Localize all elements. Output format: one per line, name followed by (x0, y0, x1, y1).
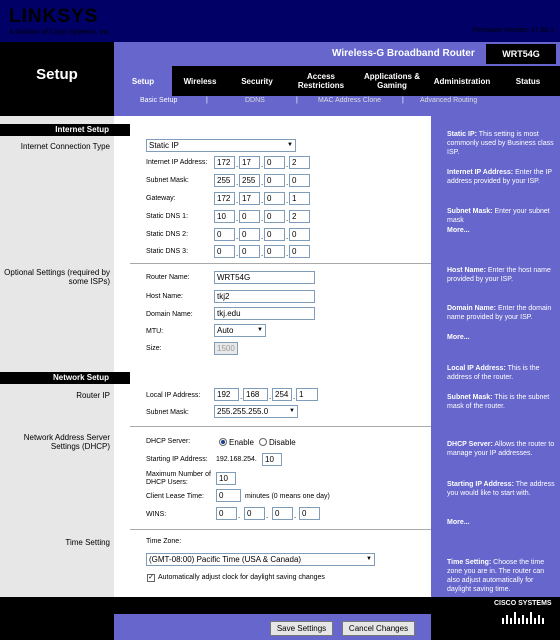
router-subnet-mask-select[interactable] (214, 405, 298, 418)
mtu-size-input: 1500 (214, 342, 238, 355)
connection-type-select[interactable] (146, 139, 296, 152)
dhcp-enable-label: Enable (229, 438, 254, 447)
dns1-octet-4[interactable]: 2 (289, 210, 310, 223)
gateway-octet-2[interactable]: 17 (239, 192, 260, 205)
dns2-octet-3[interactable]: 0 (264, 228, 285, 241)
tab-status[interactable]: Status (515, 76, 541, 86)
subnet-mask-octet-2[interactable]: 255 (239, 174, 260, 187)
connection-type-value: Static IP (149, 141, 179, 150)
help-title: DHCP Server: (447, 441, 493, 448)
time-zone-select[interactable] (146, 553, 375, 566)
dot-separator: . (236, 196, 239, 205)
section-internet-setup: Internet Setup (0, 124, 114, 136)
help-text: Allows the router to manage your IP addresses. (447, 441, 555, 457)
dot-separator: . (261, 232, 264, 241)
wins-octet-3[interactable]: 0 (272, 507, 293, 520)
label-time-setting: Time Setting (65, 538, 110, 547)
help-time-setting (447, 558, 555, 594)
wins-octet-4[interactable]: 0 (299, 507, 320, 520)
dot-separator: . (236, 160, 239, 169)
dot-separator: . (261, 249, 264, 258)
tab-security[interactable]: Security (241, 76, 273, 86)
subnet-mask-octet-3[interactable]: 0 (264, 174, 285, 187)
label-lease-time: Client Lease Time: (146, 493, 204, 500)
local-ip-octet-1[interactable]: 192 (214, 388, 239, 401)
cancel-changes-button[interactable]: Cancel Changes (342, 621, 415, 636)
help-subnet-mask (447, 207, 555, 225)
tab-setup[interactable]: Setup (114, 66, 172, 96)
dns2-octet-1[interactable]: 0 (214, 228, 235, 241)
save-settings-button[interactable]: Save Settings (270, 621, 333, 636)
dns1-octet-3[interactable]: 0 (264, 210, 285, 223)
divider (130, 529, 431, 530)
linksys-logo: LINKSYS (9, 6, 99, 27)
cisco-logo-icon (500, 610, 550, 624)
help-text: Enter the IP address provided by your ISP. (447, 169, 552, 185)
label-static-dns-2: Static DNS 2: (146, 231, 189, 238)
dns3-octet-2[interactable]: 0 (239, 245, 260, 258)
dot-separator: . (269, 392, 272, 401)
label-local-ip: Local IP Address: (146, 392, 201, 399)
help-local-ip (447, 364, 555, 382)
label-max-users-1: Maximum Number of (146, 471, 211, 478)
subtab-mac-clone[interactable]: MAC Address Clone (318, 97, 382, 104)
help-title: Subnet Mask: (447, 394, 493, 401)
help-title: Subnet Mask: (447, 208, 493, 215)
help-title: Starting IP Address: (447, 481, 514, 488)
dot-separator: . (240, 392, 243, 401)
help-starting-ip (447, 480, 555, 498)
help-more-link[interactable]: More... (447, 334, 470, 341)
help-static-ip (447, 130, 555, 157)
product-name: Wireless-G Broadband Router (332, 48, 475, 59)
time-zone-value: (GMT-08:00) Pacific Time (USA & Canada) (149, 555, 302, 564)
help-more-link[interactable]: More... (447, 519, 470, 526)
local-ip-octet-4[interactable]: 1 (296, 388, 318, 401)
subtab-separator: | (402, 97, 404, 104)
label-router-subnet-mask: Subnet Mask: (146, 409, 189, 416)
cisco-systems-logo-text: CISCO SYSTEMS (494, 600, 552, 607)
dns2-octet-4[interactable]: 0 (289, 228, 310, 241)
label-max-users-2: DHCP Users: (146, 479, 188, 486)
dot-separator: . (236, 232, 239, 241)
help-text: The address you would like to start with. (447, 481, 555, 497)
tab-access-restrictions[interactable]: Access Restrictions (297, 72, 345, 90)
dot-separator: . (286, 178, 289, 187)
help-title: Host Name: (447, 267, 486, 274)
label-wins: WINS: (146, 511, 167, 518)
lease-time-input[interactable]: 0 (216, 489, 241, 502)
dot-separator: . (286, 232, 289, 241)
subtab-separator: | (296, 97, 298, 104)
section-header-extension (114, 124, 130, 136)
dot-separator: . (261, 160, 264, 169)
router-name-input[interactable]: WRT54G (214, 271, 315, 284)
help-text: Choose the time zone you are in. The router can also adjust automatically for daylight saving time. (447, 559, 545, 593)
chevron-down-icon: ▼ (366, 556, 372, 562)
label-static-dns-3: Static DNS 3: (146, 248, 189, 255)
local-ip-octet-2[interactable]: 168 (243, 388, 268, 401)
bottom-left-panel (0, 614, 114, 640)
internet-ip-octet-2[interactable]: 17 (239, 156, 260, 169)
help-title: Internet IP Address: (447, 169, 514, 176)
wins-octet-1[interactable]: 0 (216, 507, 237, 520)
label-static-dns-1: Static DNS 1: (146, 213, 189, 220)
internet-ip-octet-4[interactable]: 2 (289, 156, 310, 169)
label-domain-name: Domain Name: (146, 311, 193, 318)
dst-checkbox[interactable]: ✓ (148, 574, 154, 581)
dot-separator: . (236, 214, 239, 223)
dot-separator: . (286, 214, 289, 223)
dns3-octet-4[interactable]: 0 (289, 245, 310, 258)
label-subnet-mask: Subnet Mask: (146, 177, 189, 184)
label-dhcp-settings: Network Address Server Settings (DHCP) (23, 433, 110, 451)
help-text: This setting is most commonly used by Business class ISP. (447, 131, 554, 156)
dot-separator: . (261, 178, 264, 187)
label-gateway: Gateway: (146, 195, 176, 202)
help-text: Enter the domain name provided by your ISP. (447, 305, 552, 321)
help-more-link[interactable]: More... (447, 227, 470, 234)
router-subnet-mask-value: 255.255.255.0 (217, 407, 269, 416)
section-network-setup: Network Setup (0, 372, 114, 384)
logo-subtitle: A Division of Cisco Systems, Inc. (9, 29, 111, 36)
label-optional-settings: Optional Settings (required by some ISPs) (4, 268, 110, 286)
divider (130, 263, 431, 264)
help-title: Local IP Address: (447, 365, 506, 372)
dot-separator: . (236, 249, 239, 258)
dst-label: Automatically adjust clock for daylight saving changes (158, 574, 325, 581)
starting-ip-input[interactable]: 10 (262, 453, 282, 466)
mtu-select[interactable] (214, 324, 266, 337)
tab-administration[interactable]: Administration (433, 76, 491, 86)
gateway-octet-3[interactable]: 0 (264, 192, 285, 205)
domain-name-input[interactable]: tkj.edu (214, 307, 315, 320)
dot-separator: . (286, 160, 289, 169)
model-number: WRT54G (502, 49, 540, 59)
section-header-extension (114, 372, 130, 384)
local-ip-octet-3[interactable]: 254 (272, 388, 292, 401)
dot-separator: . (261, 196, 264, 205)
dns1-octet-2[interactable]: 0 (239, 210, 260, 223)
label-host-name: Host Name: (146, 293, 183, 300)
label-router-name: Router Name: (146, 274, 190, 281)
tab-wireless[interactable]: Wireless (183, 76, 217, 86)
host-name-input[interactable]: tkj2 (214, 290, 315, 303)
dhcp-enable-radio[interactable] (219, 438, 227, 446)
starting-ip-prefix: 192.168.254. (216, 456, 257, 463)
page-title: Setup (36, 66, 78, 83)
help-text: This is the subnet mask of the router. (447, 394, 550, 410)
help-text: This is the address of the router. (447, 365, 540, 381)
subtab-separator: | (206, 97, 208, 104)
label-starting-ip: Starting IP Address: (146, 456, 208, 463)
dhcp-disable-label: Disable (269, 438, 296, 447)
chevron-down-icon: ▼ (257, 327, 263, 333)
dot-separator: . (261, 214, 264, 223)
gateway-octet-1[interactable]: 172 (214, 192, 235, 205)
subnet-mask-octet-4[interactable]: 0 (289, 174, 310, 187)
chevron-down-icon: ▼ (287, 142, 293, 148)
dns1-octet-1[interactable]: 10 (214, 210, 235, 223)
help-internet-ip (447, 168, 555, 186)
dot-separator: . (293, 392, 296, 401)
subnet-mask-octet-1[interactable]: 255 (214, 174, 235, 187)
chevron-down-icon: ▼ (289, 408, 295, 414)
mtu-value: Auto (217, 326, 234, 335)
help-domain-name (447, 304, 555, 322)
dns2-octet-2[interactable]: 0 (239, 228, 260, 241)
dot-separator: . (236, 178, 239, 187)
help-title: Time Setting: (447, 559, 492, 566)
label-dhcp-server: DHCP Server: (146, 438, 191, 445)
tab-applications-gaming[interactable]: Applications & Gaming (363, 72, 420, 90)
label-router-ip: Router IP (76, 391, 110, 400)
divider (130, 426, 431, 427)
label-size: Size: (146, 345, 162, 352)
dns3-octet-1[interactable]: 0 (214, 245, 235, 258)
dot-separator: . (266, 511, 269, 520)
subtab-basic-setup[interactable]: Basic Setup (140, 97, 178, 104)
max-dhcp-users-input[interactable]: 10 (216, 472, 236, 485)
internet-ip-octet-1[interactable]: 172 (214, 156, 235, 169)
label-internet-ip: Internet IP Address: (146, 159, 208, 166)
help-text: Enter your subnet mask (447, 208, 550, 224)
gateway-octet-4[interactable]: 1 (289, 192, 310, 205)
dhcp-disable-radio[interactable] (259, 438, 267, 446)
dot-separator: . (286, 249, 289, 258)
help-title: Domain Name: (447, 305, 497, 312)
label-connection-type: Internet Connection Type (20, 142, 110, 151)
dot-separator: . (294, 511, 297, 520)
firmware-version: Firmware Version: v7.00.1 (472, 27, 554, 34)
dot-separator: . (286, 196, 289, 205)
label-mtu: MTU: (146, 328, 164, 335)
subtab-ddns[interactable]: DDNS (245, 97, 265, 104)
help-dhcp-server (447, 440, 555, 458)
lease-time-hint: minutes (0 means one day) (245, 493, 330, 500)
dns3-octet-3[interactable]: 0 (264, 245, 285, 258)
label-time-zone: Time Zone: (146, 538, 182, 545)
help-host-name (447, 266, 555, 284)
dot-separator: . (238, 511, 241, 520)
help-router-subnet (447, 393, 555, 411)
wins-octet-2[interactable]: 0 (244, 507, 265, 520)
subtab-advanced-routing[interactable]: Advanced Routing (420, 97, 478, 104)
help-text: Enter the host name provided by your ISP. (447, 267, 551, 283)
internet-ip-octet-3[interactable]: 0 (264, 156, 285, 169)
help-title: Static IP: (447, 131, 477, 138)
